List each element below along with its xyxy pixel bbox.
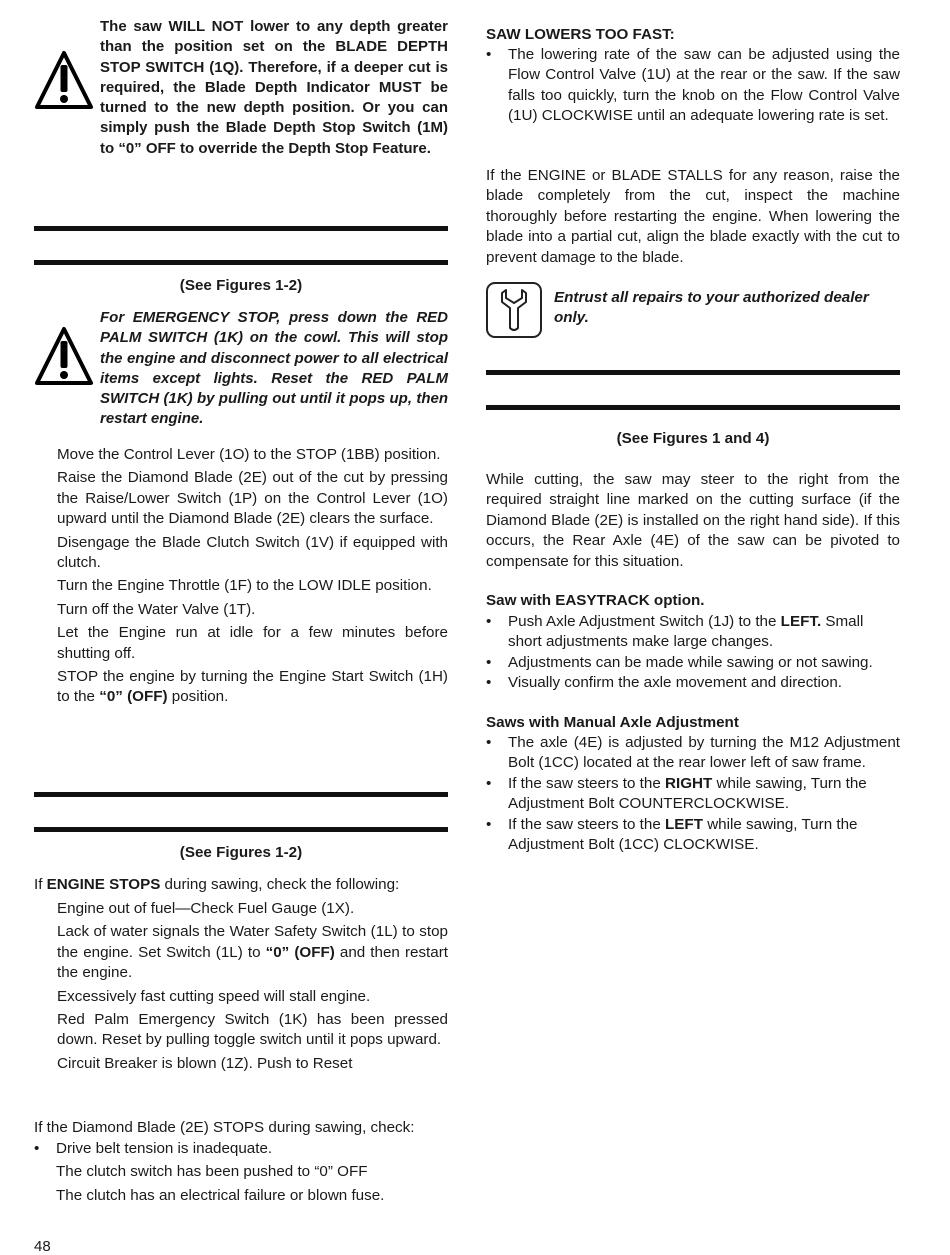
manual-axle-text [508, 774, 900, 815]
bullet-spacer [34, 1162, 56, 1182]
engine-check: Red Palm Emergency Switch (1K) has been pressed down. Reset by pulling toggle switch until it pops upward. [57, 1011, 448, 1049]
stop-step: Disengage the Blade Clutch Switch (1V) if equipped with clutch. [57, 533, 448, 572]
blade-check-text: Drive belt tension is inadequate. [56, 1140, 273, 1157]
blade-check [34, 1162, 448, 1182]
steering-paragraph: While cutting, the saw may steer to the right from the required straight line marked on the cutting surface (if the Diamond Blade (2E) is installed on the right hand side). If this occurs, the Rear Axle (4E) of the saw can be pivoted to compensate for this situation. [486, 471, 900, 570]
engine-check-list [57, 899, 448, 1077]
manual-axle-bullet [486, 774, 900, 815]
section-divider [486, 405, 900, 410]
stop-step-bold: “0” (OFF) [99, 688, 168, 706]
stop-procedure-list [57, 445, 448, 711]
easytrack-text: Adjustments can be made while sawing or not sawing. [508, 653, 873, 671]
intro-text: If [34, 876, 47, 893]
section-divider [34, 827, 448, 832]
saw-lowers-heading: SAW LOWERS TOO FAST: [486, 26, 675, 43]
bullet-spacer [34, 1186, 56, 1206]
engine-check: Circuit Breaker is blown (1Z). Push to Reset [57, 1054, 353, 1072]
emergency-stop-warning: For EMERGENCY STOP, press down the RED PALM SWITCH (1K) on the cowl. This will stop the engine and disconnect power to all electrical items except lights. Reset the RED PALM SWITCH (1K) by pulling out until it pops up, then restart engine. [100, 309, 448, 428]
manual-text-part: while sawing, Turn the Adjustment Bolt (1CC) CLOCKWISE. [508, 815, 858, 854]
saw-lowers-bullet [486, 45, 900, 127]
blade-check-list [34, 1139, 448, 1206]
depth-stop-warning: The saw WILL NOT lower to any depth greater than the position set on the BLADE DEPTH STOP SWITCH (1Q). Therefore, if a deeper cut is required, the Blade Depth Indicator MUST be turned to the new depth position. Or you can simply push the Blade Depth Stop Switch (1M) to “0” OFF to override the Depth Stop Feature. [100, 18, 448, 157]
engine-stops-intro [34, 875, 448, 895]
stop-step: Turn off the Water Valve (1T). [57, 600, 256, 618]
stop-step [57, 667, 448, 708]
manual-bold: LEFT [665, 815, 703, 833]
manual-text-part: If the saw steers to the [508, 815, 666, 833]
easytrack-bullet [486, 673, 900, 693]
bullet-icon: • [486, 774, 492, 792]
bullet-icon: • [486, 653, 492, 671]
engine-check: Excessively fast cutting speed will stall engine. [57, 987, 371, 1005]
steering-figure-ref: (See Figures 1 and 4) [616, 430, 770, 447]
engine-check: Engine out of fuel—Check Fuel Gauge (1X). [57, 900, 355, 917]
blade-check [34, 1186, 448, 1206]
section-divider [486, 370, 900, 375]
stop-step: Turn the Engine Throttle (1F) to the LOW IDLE position. [57, 577, 432, 595]
warning-triangle-icon [34, 326, 94, 386]
bullet-icon: • [486, 613, 492, 630]
intro-bold: ENGINE STOPS [46, 876, 161, 893]
warning-triangle-icon [34, 50, 94, 110]
section-divider [34, 226, 448, 231]
easytrack-text [508, 612, 900, 653]
stop-step: Let the Engine run at idle for a few minutes before shutting off. [57, 624, 448, 662]
section-divider [34, 260, 448, 265]
manual-bold: RIGHT [665, 774, 713, 792]
manual-axle-bullet [486, 733, 900, 774]
page-number: 48 [34, 1238, 51, 1255]
manual-axle-text: The axle (4E) is adjusted by turning the M12 Adjustment Bolt (1CC) located at the rear lower left of saw frame. [508, 734, 900, 772]
easytrack-heading: Saw with EASYTRACK option. [486, 592, 705, 609]
emergency-stop-figure-ref: (See Figures 1-2) [179, 277, 303, 294]
easytrack-list [486, 612, 900, 694]
stop-step: Move the Control Lever (1O) to the STOP (1BB) position. [57, 446, 441, 463]
wrench-icon [488, 284, 540, 336]
blade-stops-intro: If the Diamond Blade (2E) STOPS during sawing, check: [34, 1119, 415, 1136]
bullet-icon: • [486, 734, 492, 751]
easytrack-bullet [486, 653, 900, 673]
manual-axle-bullet [486, 815, 900, 856]
blade-check-text: The clutch switch has been pushed to “0” OFF [56, 1163, 368, 1181]
check-text: and then restart the engine. [57, 943, 448, 982]
dealer-service-icon-box [486, 282, 542, 338]
bullet-icon: • [486, 815, 492, 833]
check-bold: “0” (OFF) [265, 943, 335, 961]
bullet-icon: • [34, 1140, 40, 1157]
saw-lowers-text: The lowering rate of the saw can be adjusted using the Flow Control Valve (1U) at the rear or the saw. If the saw falls too quickly, turn the knob on the Flow Control Valve (1U) CLOCKWISE until an adequate lowering rate is set. [508, 46, 900, 125]
manual-axle-text [508, 815, 900, 856]
bullet-icon: • [486, 674, 492, 692]
check-text: Lack of water signals the Water Safety Switch (1L) to stop the engine. Set Switch (1L) to [57, 923, 448, 961]
easytrack-text-part: Small short adjustments make large changes. [508, 613, 864, 651]
section-divider [34, 792, 448, 797]
stalls-paragraph: If the ENGINE or BLADE STALLS for any reason, raise the blade completely from the cut, inspect the machine thoroughly before restarting the engine. When lowering the blade into a partial cut, align the blade exactly with the cut to prevent damage to the blade. [486, 167, 900, 266]
easytrack-text: Visually confirm the axle movement and direction. [508, 674, 843, 692]
engine-check [57, 922, 448, 983]
intro-text: during sawing, check the following: [160, 876, 400, 893]
bullet-icon: • [486, 46, 492, 63]
dealer-repair-note: Entrust all repairs to your authorized dealer only. [554, 289, 869, 327]
manual-axle-heading: Saws with Manual Axle Adjustment [486, 714, 739, 731]
saw-lowers-list [486, 45, 900, 127]
manual-text-part: If the saw steers to the [508, 774, 666, 792]
easytrack-bullet [486, 612, 900, 653]
manual-axle-list [486, 733, 900, 855]
stop-step-text: STOP the engine by turning the Engine Start Switch (1H) to the [57, 668, 448, 706]
easytrack-text-part: Push Axle Adjustment Switch (1J) to the [508, 613, 781, 630]
stop-step: Raise the Diamond Blade (2E) out of the cut by pressing the Raise/Lower Switch (1P) on the Control Lever (1O) upward until the Diamond Blade (2E) clears the surface. [57, 469, 448, 528]
blade-check-text: The clutch has an electrical failure or blown fuse. [56, 1186, 385, 1204]
troubleshooting-figure-ref: (See Figures 1-2) [179, 844, 303, 861]
easytrack-bold: LEFT. [780, 613, 822, 630]
manual-text-part: while sawing, Turn the Adjustment Bolt COUNTERCLOCKWISE. [508, 774, 867, 813]
blade-check [34, 1139, 448, 1159]
stop-step-text: position. [167, 688, 229, 706]
